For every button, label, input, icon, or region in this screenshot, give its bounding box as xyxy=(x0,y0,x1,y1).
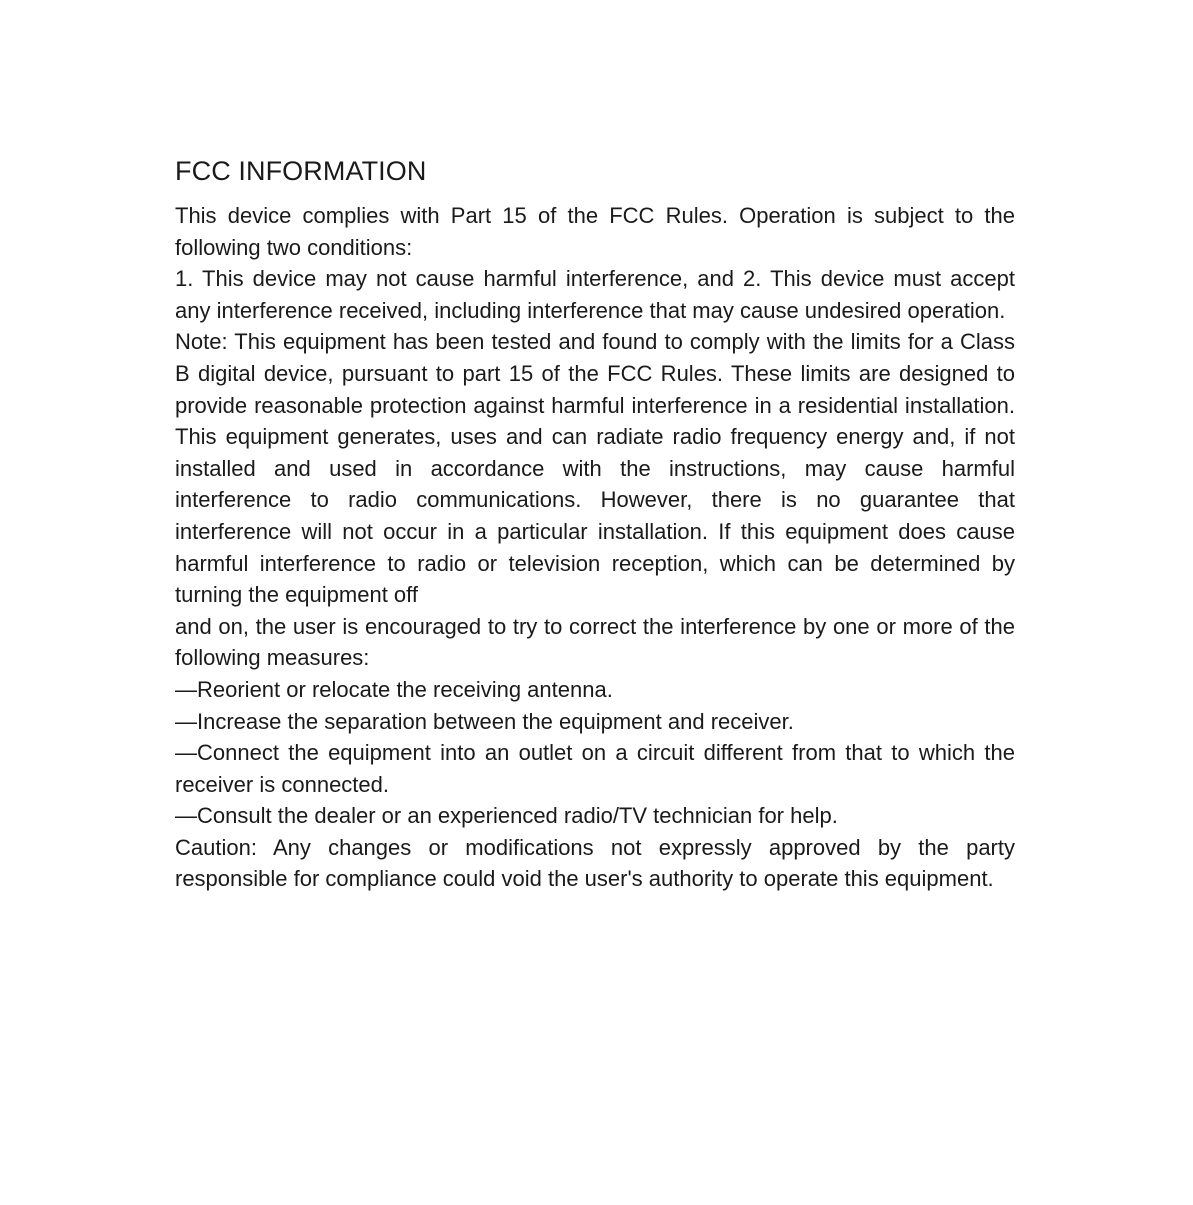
note-paragraph: Note: This equipment has been tested and found to comply with the limits for a Class B digital device, pursuant to part 15 of the FCC Rules. These limits are designed to provide reasonable protection against harmful interference in a residential installation. This equipment generates, uses and can radiate radio frequency energy and, if not installed and used in accordance with the instructions, may cause harmful interference to radio communications. However, there is no guarantee that interference will not occur in a particular installation. If this equipment does cause harmful interference to radio or television reception, which can be determined by turning the equipment off xyxy=(175,329,1015,608)
measure-item: —Connect the equipment into an outlet on a circuit different from that to which the receiver is connected. xyxy=(175,740,1015,797)
intro-paragraph: This device complies with Part 15 of the FCC Rules. Operation is subject to the following two conditions: xyxy=(175,203,1015,260)
document-title: FCC INFORMATION xyxy=(175,156,427,186)
conditions-paragraph: 1. This device may not cause harmful interference, and 2. This device must accept any interference received, including interference that may cause undesired operation. xyxy=(175,266,1015,323)
measures-intro-paragraph: and on, the user is encouraged to try to correct the interference by one or more of the following measures: xyxy=(175,613,1015,671)
measure-item: —Consult the dealer or an experienced radio/TV technician for help. xyxy=(175,803,838,829)
measure-item: —Reorient or relocate the receiving antenna. xyxy=(175,676,613,702)
document-page xyxy=(175,152,1015,895)
measure-item: —Increase the separation between the equipment and receiver. xyxy=(175,708,794,734)
caution-paragraph: Caution: Any changes or modifications not expressly approved by the party responsible for compliance could void the user's authority to operate this equipment. xyxy=(175,834,1015,892)
